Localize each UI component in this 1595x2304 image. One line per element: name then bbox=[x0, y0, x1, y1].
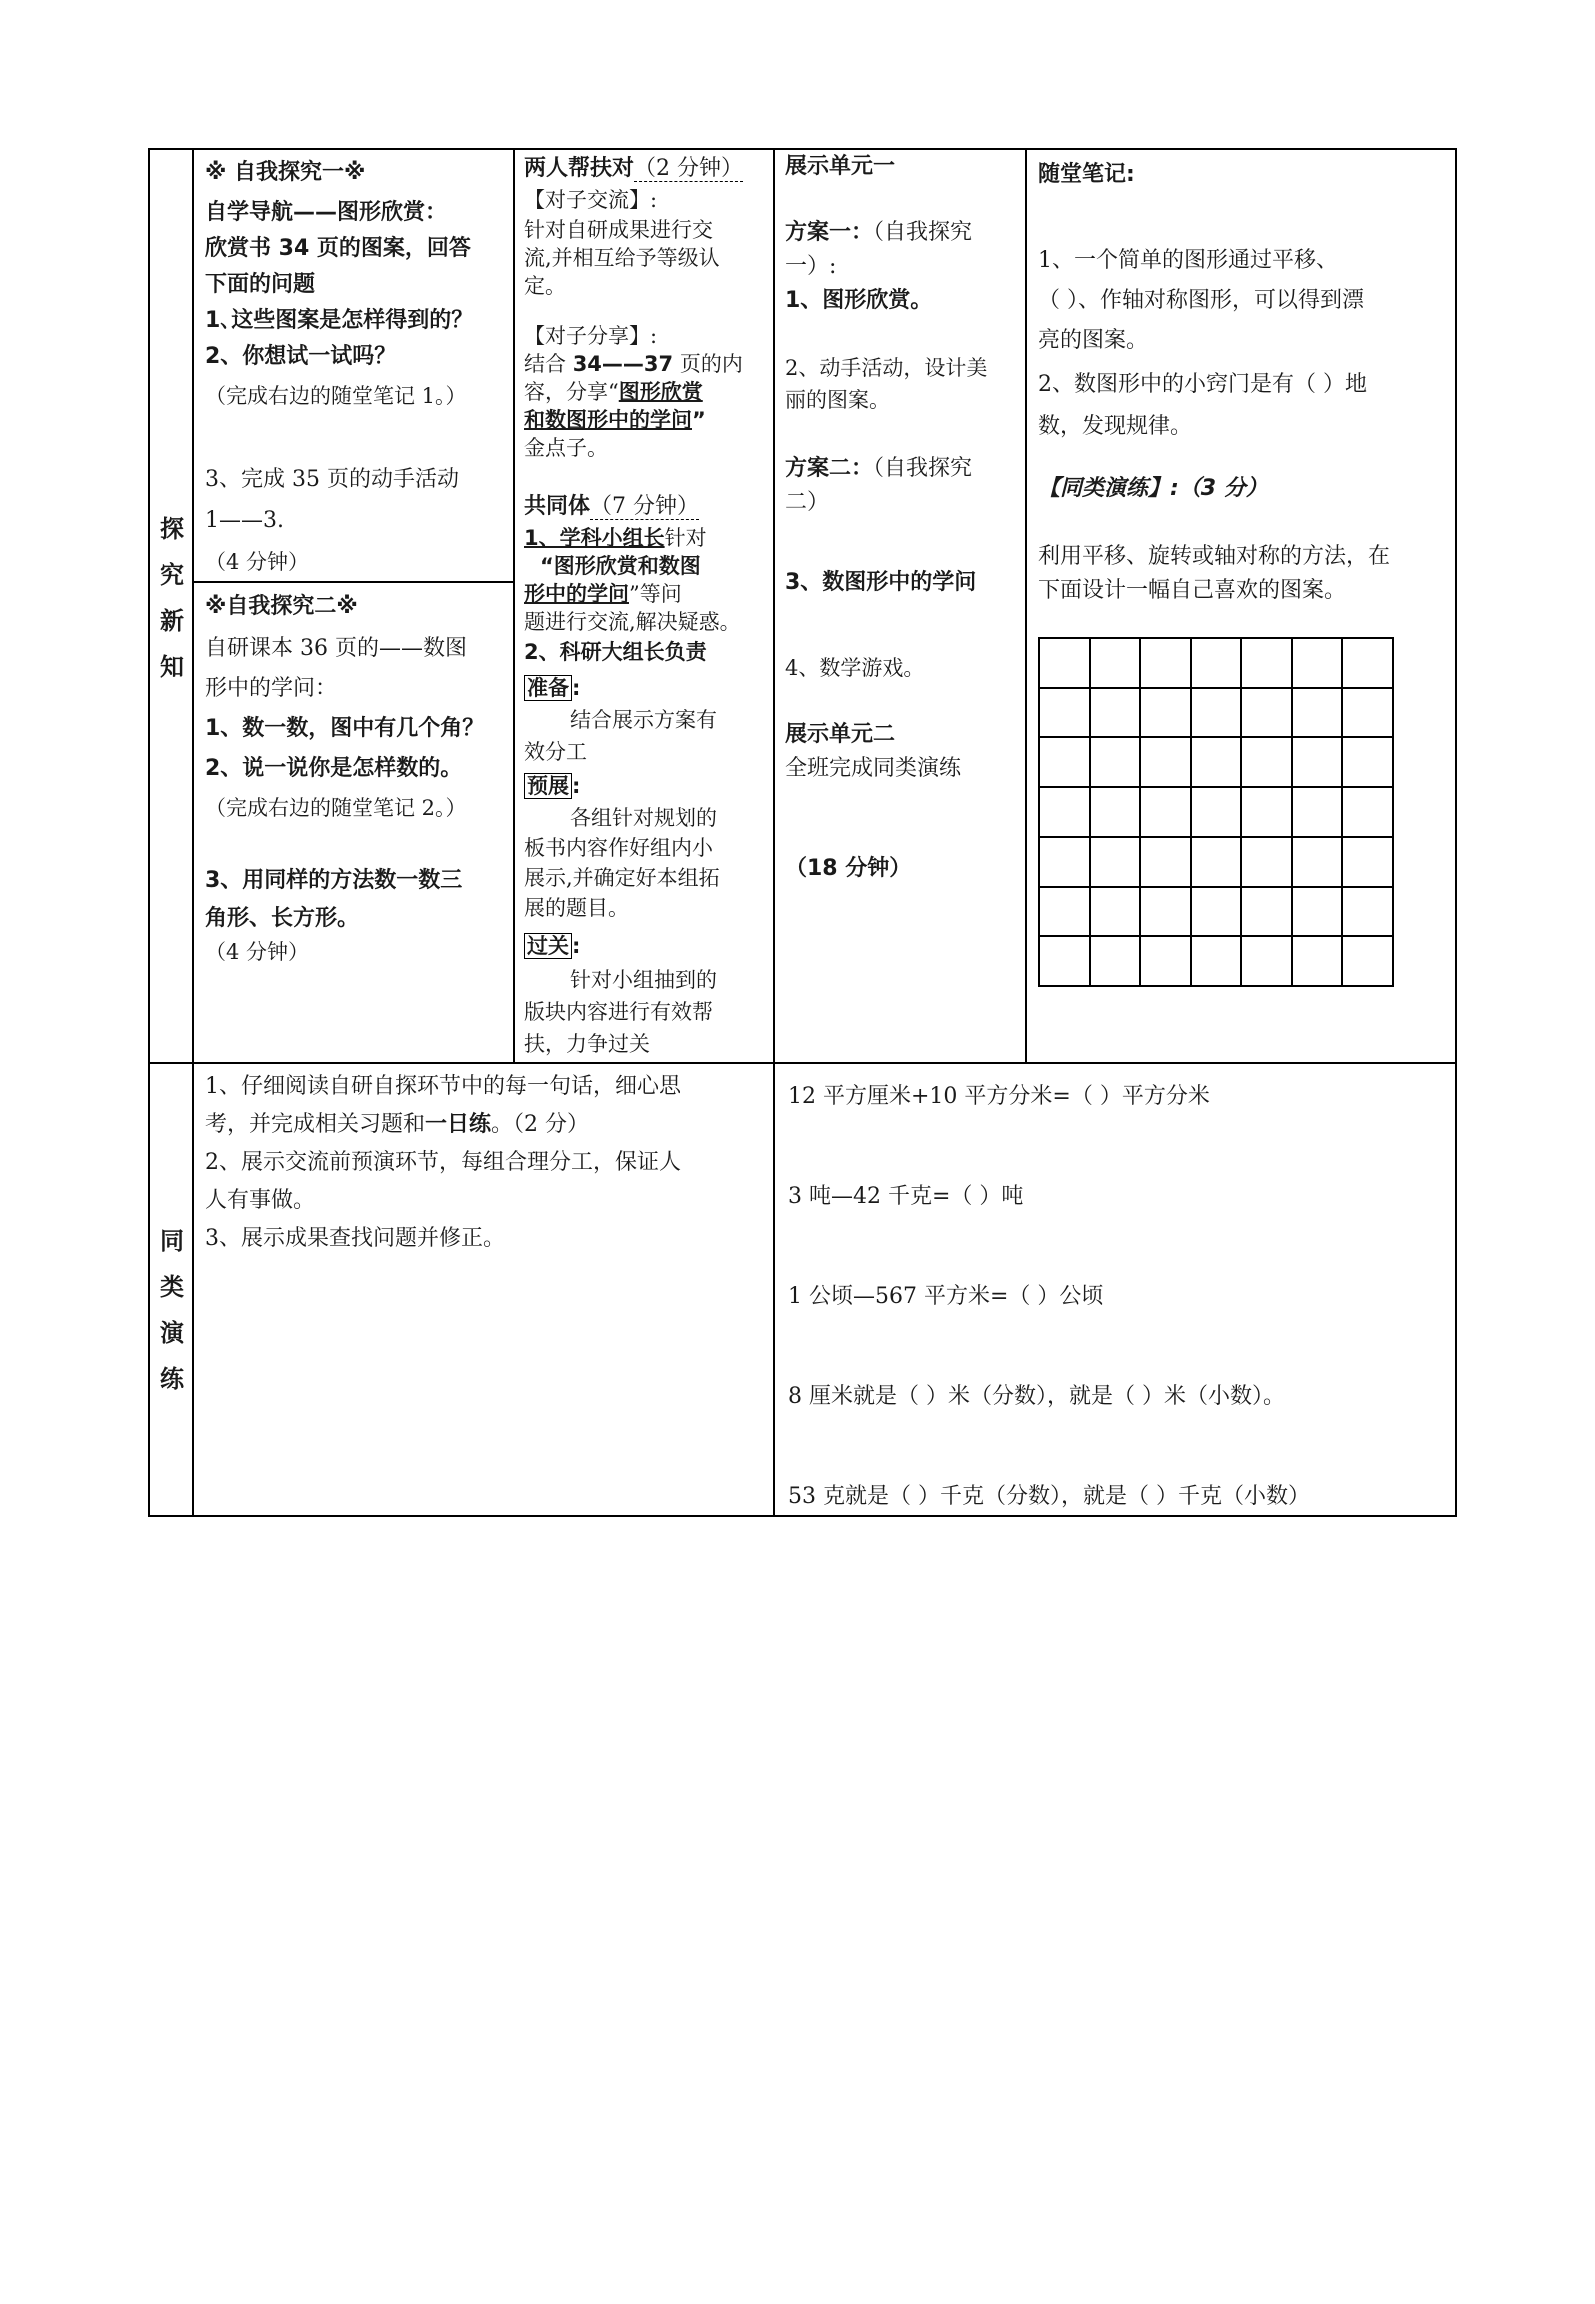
grid-cell bbox=[1090, 688, 1141, 738]
grid-cell bbox=[1292, 787, 1343, 837]
plan-two bbox=[785, 452, 972, 486]
explore-one-line: 下面的问题 bbox=[205, 272, 316, 297]
grid-cell bbox=[1090, 936, 1141, 986]
explore-two-question: 1、数一数，图中有几个角？ bbox=[205, 716, 485, 741]
grid-cell bbox=[1241, 737, 1292, 787]
plan-item: 4、数学游戏。 bbox=[785, 656, 925, 680]
plan-one-cont: 一）: bbox=[785, 254, 837, 279]
subject-leader: 1、学科小组长 bbox=[524, 526, 665, 550]
grid-cell bbox=[1342, 638, 1393, 688]
explore-one-question: 1——3. bbox=[205, 508, 284, 533]
explore-one-question: 2、你想试一试吗？ bbox=[205, 344, 397, 369]
plan-two-cont: 二） bbox=[785, 490, 830, 515]
display-unit-two-text: 全班完成同类演练 bbox=[785, 756, 962, 781]
column-divider-1 bbox=[513, 148, 515, 1064]
grid-cell bbox=[1090, 638, 1141, 688]
side-label-explore: 探 究 新 知 bbox=[160, 515, 184, 681]
grid-cell bbox=[1140, 887, 1191, 937]
prepare-label: 准备 : bbox=[524, 672, 580, 704]
instruction-line: 3、展示成果查找问题并修正。 bbox=[205, 1226, 505, 1251]
pass-text: 扶，力争过关 bbox=[524, 1032, 650, 1056]
grid-cell bbox=[1039, 737, 1090, 787]
prepare-text: 结合展示方案有 bbox=[570, 708, 717, 732]
pair-exchange-text: 定。 bbox=[524, 274, 566, 298]
explore-two-time: （4 分钟） bbox=[205, 940, 310, 964]
plan-item: 2、动手活动，设计美 bbox=[785, 356, 988, 380]
grid-cell bbox=[1191, 688, 1242, 738]
text-span: 针对 bbox=[664, 526, 707, 550]
text-span: 考，并完成相关习题和 bbox=[205, 1112, 426, 1137]
explore-one-line: 自学导航——图形欣赏： bbox=[205, 200, 448, 225]
drill-heading: 【同类演练】:（3 分） bbox=[1038, 476, 1268, 501]
text-span: ” bbox=[692, 408, 706, 432]
instruction-line: 1、仔细阅读自研自探环节中的每一句话，细心思 bbox=[205, 1074, 681, 1099]
col1-inner-divider bbox=[192, 581, 514, 583]
explore-one-question: 3、完成 35 页的动手活动 bbox=[205, 467, 459, 492]
pair-share-heading: 【对子分享】: bbox=[524, 324, 658, 348]
column-divider-2 bbox=[773, 148, 775, 1517]
preview-text: 板书内容作好组内小 bbox=[524, 836, 713, 860]
explore-one-line: 欣赏书 34 页的图案，回答 bbox=[205, 236, 471, 261]
community-item: 题进行交流,解决疑惑。 bbox=[524, 610, 741, 634]
column-divider-3 bbox=[1025, 148, 1027, 1064]
grid-cell bbox=[1241, 638, 1292, 688]
page-range: 34——37 bbox=[572, 352, 674, 376]
community-title bbox=[524, 490, 699, 524]
exercise-line: 8 厘米就是（ ）米（分数），就是（ ）米（小数）。 bbox=[788, 1384, 1285, 1409]
explore-two-question: 角形、长方形。 bbox=[205, 906, 360, 931]
instruction-line: 人有事做。 bbox=[205, 1188, 316, 1213]
exercise-line: 53 克就是（ ）千克（分数），就是（ ）千克（小数） bbox=[788, 1484, 1310, 1509]
design-grid bbox=[1038, 637, 1394, 987]
explore-two-title: ※自我探究二※ bbox=[205, 594, 358, 619]
explore-two-question: 2、说一说你是怎样数的。 bbox=[205, 756, 463, 781]
table-right-border bbox=[1455, 148, 1457, 1517]
grid-cell bbox=[1292, 638, 1343, 688]
grid-cell bbox=[1039, 887, 1090, 937]
explore-one-time: （4 分钟） bbox=[205, 550, 310, 574]
daily-practice: 一日练 bbox=[425, 1112, 492, 1137]
grid-cell bbox=[1292, 887, 1343, 937]
grid-cell bbox=[1140, 688, 1191, 738]
grid-cell bbox=[1039, 688, 1090, 738]
grid-cell bbox=[1241, 688, 1292, 738]
explore-one-note: （完成右边的随堂笔记 1。） bbox=[205, 384, 467, 408]
pair-exchange-text: 流,并相互给予等级认 bbox=[524, 246, 720, 270]
explore-two-line: 形中的学问： bbox=[205, 676, 338, 701]
preview-box: 预展 bbox=[524, 773, 572, 799]
class-note-line: （ ）、作轴对称图形，可以得到漂 bbox=[1038, 288, 1364, 313]
grid-cell bbox=[1191, 837, 1242, 887]
drill-text: 利用平移、旋转或轴对称的方法，在 bbox=[1038, 544, 1391, 569]
preview-label: 预展 : bbox=[524, 770, 580, 802]
display-unit-one-title: 展示单元一 bbox=[785, 154, 896, 179]
instruction-line: 2、展示交流前预演环节，每组合理分工，保证人 bbox=[205, 1150, 681, 1175]
grid-cell bbox=[1140, 638, 1191, 688]
class-note-line: 数，发现规律。 bbox=[1038, 414, 1193, 439]
pass-text: 版块内容进行有效帮 bbox=[524, 1000, 713, 1024]
pass-label: 过关 : bbox=[524, 930, 580, 962]
grid-cell bbox=[1090, 837, 1141, 887]
grid-cell bbox=[1241, 887, 1292, 937]
preview-text: 各组针对规划的 bbox=[570, 806, 717, 830]
text-span: 。（2 分） bbox=[491, 1112, 590, 1137]
grid-cell bbox=[1140, 787, 1191, 837]
pair-help-time: （2 分钟） bbox=[634, 156, 744, 181]
pair-share-text: 金点子。 bbox=[524, 436, 608, 460]
grid-cell bbox=[1191, 737, 1242, 787]
community-label: 共同体 bbox=[524, 494, 591, 519]
grid-cell bbox=[1039, 936, 1090, 986]
explore-two-line: 自研课本 36 页的——数图 bbox=[205, 636, 467, 661]
pass-box: 过关 bbox=[524, 933, 572, 959]
grid-cell bbox=[1342, 688, 1393, 738]
exercise-line: 1 公顷—567 平方米=（ ）公顷 bbox=[788, 1284, 1104, 1309]
plan-one bbox=[785, 216, 972, 250]
community-item: “图形欣赏和数图 bbox=[540, 554, 701, 578]
grid-cell bbox=[1292, 737, 1343, 787]
text-span: （自我探究 bbox=[873, 456, 973, 481]
grid-cell bbox=[1140, 837, 1191, 887]
community-item: 2、科研大组长负责 bbox=[524, 640, 707, 664]
text-span: ”等问 bbox=[629, 582, 682, 606]
grid-cell bbox=[1191, 638, 1242, 688]
topic-highlight: 形中的学问 bbox=[524, 582, 629, 606]
text-span: 容，分享“ bbox=[524, 380, 619, 404]
grid-cell bbox=[1140, 737, 1191, 787]
plan-label: 方案一： bbox=[785, 220, 874, 245]
explore-one-question: 1､这些图案是怎样得到的？ bbox=[205, 308, 474, 333]
grid-cell bbox=[1342, 887, 1393, 937]
pass-text: 针对小组抽到的 bbox=[570, 968, 717, 992]
grid-cell bbox=[1342, 837, 1393, 887]
pair-exchange-heading: 【对子交流】: bbox=[524, 188, 658, 212]
grid-cell bbox=[1191, 787, 1242, 837]
plan-item: 丽的图案。 bbox=[785, 388, 890, 412]
explore-two-note: （完成右边的随堂笔记 2。） bbox=[205, 796, 467, 820]
plan-label: 方案二： bbox=[785, 456, 874, 481]
grid-cell bbox=[1140, 936, 1191, 986]
grid-cell bbox=[1090, 787, 1141, 837]
pair-help-title bbox=[524, 152, 743, 186]
text-span: 页的内 bbox=[673, 352, 743, 376]
grid-cell bbox=[1342, 737, 1393, 787]
grid-cell bbox=[1090, 887, 1141, 937]
grid-cell bbox=[1039, 837, 1090, 887]
prepare-box: 准备 bbox=[524, 675, 572, 701]
prepare-text: 效分工 bbox=[524, 740, 587, 764]
grid-cell bbox=[1039, 638, 1090, 688]
class-note-line: 亮的图案。 bbox=[1038, 328, 1149, 353]
pair-exchange-text: 针对自研成果进行交 bbox=[524, 218, 713, 242]
pair-help-label: 两人帮扶对 bbox=[524, 156, 635, 181]
grid-cell bbox=[1292, 688, 1343, 738]
grid-cell bbox=[1039, 787, 1090, 837]
grid-cell bbox=[1090, 737, 1141, 787]
topic-highlight: 和数图形中的学问 bbox=[524, 408, 692, 432]
grid-cell bbox=[1292, 837, 1343, 887]
text-span: 结合 bbox=[524, 352, 573, 376]
text-span: （自我探究 bbox=[873, 220, 973, 245]
class-notes-title: 随堂笔记: bbox=[1038, 162, 1135, 187]
grid-cell bbox=[1241, 787, 1292, 837]
grid-cell bbox=[1342, 787, 1393, 837]
class-note-line: 2、数图形中的小窍门是有（ ）地 bbox=[1038, 372, 1367, 397]
grid-cell bbox=[1241, 837, 1292, 887]
plan-item: 1、图形欣赏。 bbox=[785, 288, 933, 313]
exercise-line: 3 吨—42 千克=（ ）吨 bbox=[788, 1184, 1024, 1209]
grid-cell bbox=[1241, 936, 1292, 986]
community-time: （7 分钟） bbox=[590, 494, 700, 519]
table-bottom-border bbox=[148, 1515, 1456, 1517]
display-unit-two-title: 展示单元二 bbox=[785, 722, 896, 747]
grid-cell bbox=[1191, 887, 1242, 937]
explore-one-title: ※ 自我探究一※ bbox=[205, 160, 366, 185]
side-label-practice: 同 类 演 练 bbox=[160, 1227, 184, 1393]
display-time: （18 分钟） bbox=[785, 856, 912, 881]
grid-cell bbox=[1292, 936, 1343, 986]
grid-cell bbox=[1191, 936, 1242, 986]
drill-text: 下面设计一幅自己喜欢的图案。 bbox=[1038, 578, 1347, 603]
explore-two-question: 3、用同样的方法数一数三 bbox=[205, 868, 463, 893]
grid-cell bbox=[1342, 936, 1393, 986]
preview-text: 展的题目。 bbox=[524, 896, 629, 920]
exercise-line: 12 平方厘米+10 平方分米=（ ）平方分米 bbox=[788, 1084, 1210, 1109]
table-row-divider bbox=[148, 1062, 1456, 1064]
preview-text: 展示,并确定好本组拓 bbox=[524, 866, 720, 890]
plan-item: 3、数图形中的学问 bbox=[785, 570, 977, 595]
topic-highlight: 图形欣赏 bbox=[618, 380, 703, 404]
class-note-line: 1、一个简单的图形通过平移、 bbox=[1038, 248, 1338, 273]
instruction-line bbox=[205, 1108, 589, 1142]
